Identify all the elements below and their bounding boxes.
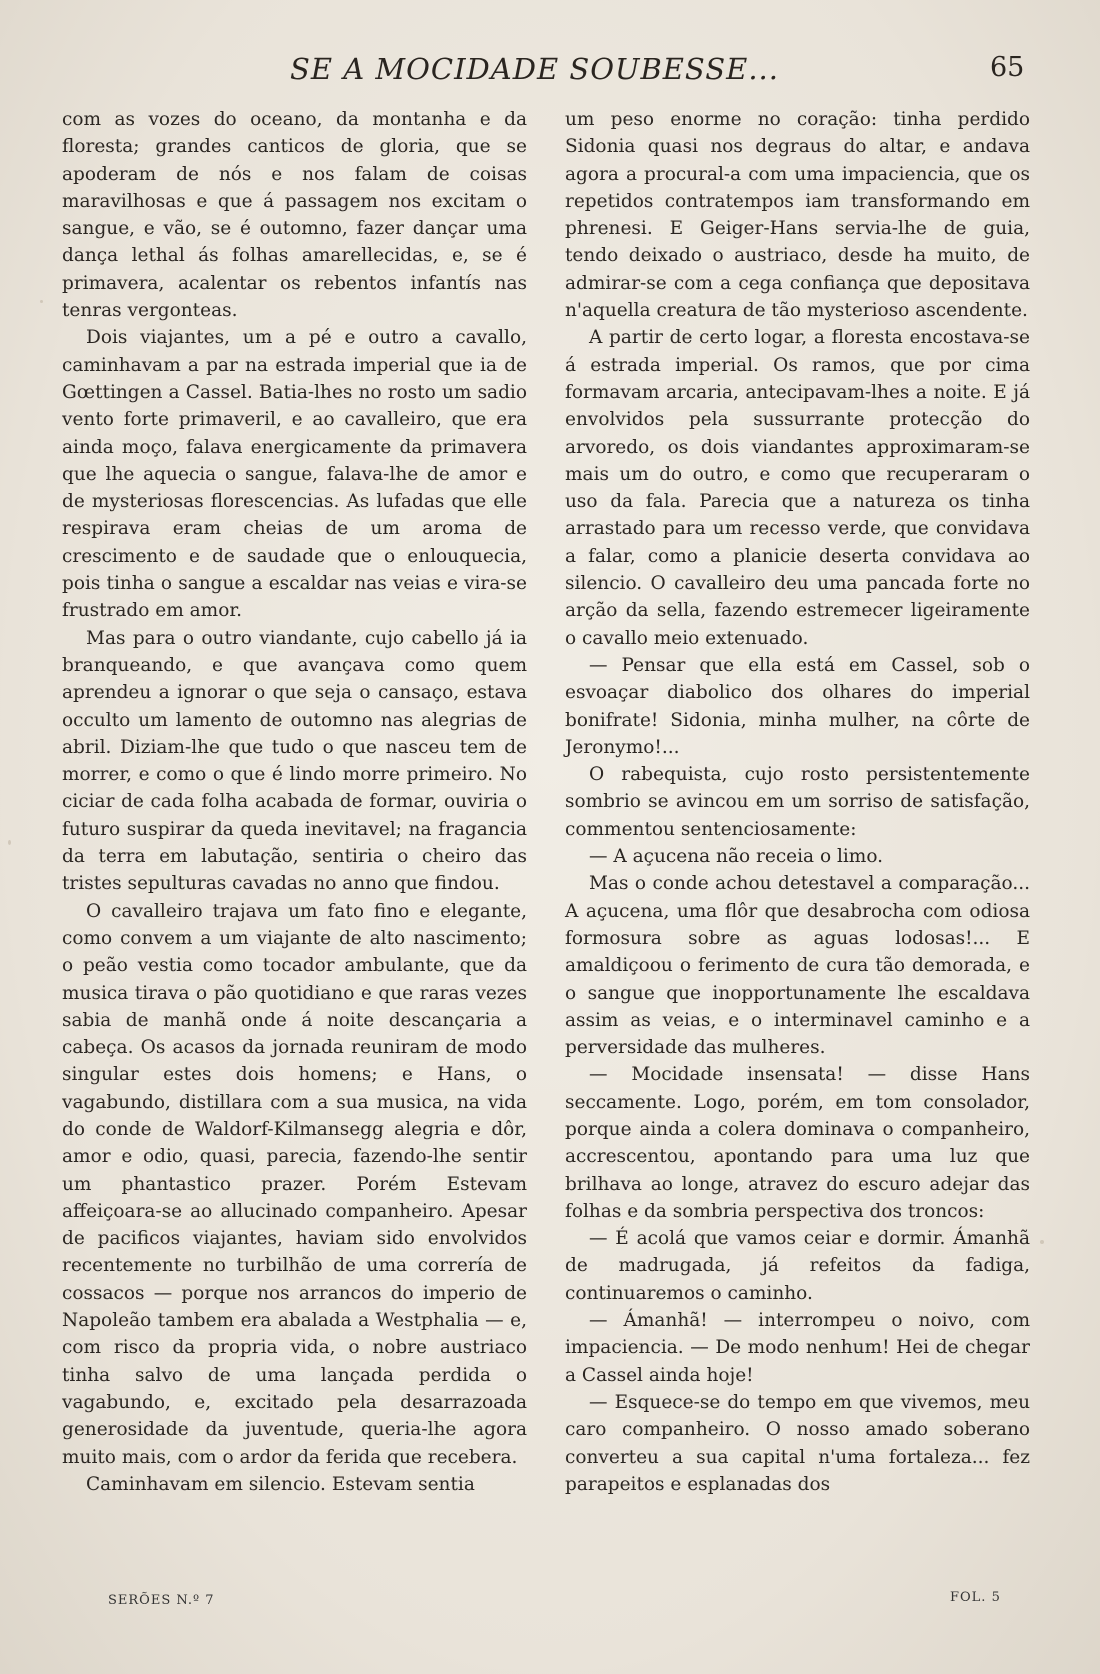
paragraph: Mas o conde achou detestavel a comparação... A açucena, uma flôr que desabrocha com odiosa formosura sobre as aguas lodosas!... E amaldiçoou o ferimento de cura tão demorada, e o sangue que inopportunamente lhe escaldava assim as veias, e o interminavel caminho e a perversidade das mulheres. <box>565 873 1030 1059</box>
paragraph: O cavalleiro trajava um fato fino e elegante, como convem a um viajante de alto nascimento; o peão vestia como tocador ambulante, que da musica tirava o pão quotidiano e que raras vezes sabia de manhã onde á noite descançaria a cabeça. Os acasos da jornada reuniram de modo singular estes dois homens; e Hans, o vagabundo, distillara com a sua musica, na vida do conde de Waldorf-Kilmansegg alegria e dôr, amor e odio, quasi, parecia, fazendo-lhe sentir um phantastico prazer. Porém Estevam affeiçoara-se ao allucinado companheiro. Apesar de pacificos viajantes, haviam sido envolvidos recentemente no turbilhão de uma correría de cossacos — porque nos arrancos do imperio de Napoleão tambem era abalada a Westphalia — e, com risco da propria vida, o nobre austriaco tinha salvo de uma lançada perdida o vagabundo, e, excitado pela desarrazoada generosidade da juventude, queria-lhe agora muito mais, com o ardor da ferida que recebera. <box>62 900 527 1468</box>
footer-folio: FOL. 5 <box>950 1590 1001 1605</box>
running-title: SE A MOCIDADE SOUBESSE... <box>290 52 779 86</box>
paragraph: com as vozes do oceano, da montanha e da floresta; grandes canticos de gloria, que se apoderam de nós e nos falam de coisas maravilhosas e que á passagem nos excitam o sangue, e vão, se é outomno, fazer dançar uma dança lethal ás folhas amarellecidas, e, se é primavera, acalentar os rebentos infantís nas tenras vergonteas. <box>62 109 527 322</box>
right-column <box>565 106 1030 1498</box>
paragraph: O rabequista, cujo rosto persistentemente sombrio se avincou em um sorriso de satisfação, commentou sentenciosamente: <box>565 764 1030 840</box>
footer-signature: SERÕES N.º 7 <box>108 1593 215 1608</box>
paragraph: um peso enorme no coração: tinha perdido Sidonia quasi nos degraus do altar, e andava agora a procural-a com uma impaciencia, que os repetidos contratempos iam transformando em phrenesi. E Geiger-Hans servia-lhe de guia, tendo deixado o austriaco, desde ha muito, de admirar-se com a cega confiança que depositava n'aquella creatura de tão mysterioso ascendente. <box>565 109 1030 322</box>
left-column <box>62 106 527 1498</box>
paragraph: — Esquece-se do tempo em que vivemos, meu caro companheiro. O nosso amado soberano converteu a sua capital n'uma fortaleza... fez parapeitos e esplanadas dos <box>565 1391 1030 1495</box>
paper-speck <box>1040 1240 1044 1244</box>
paragraph: A partir de certo logar, a floresta encostava-se á estrada imperial. Os ramos, que por cima formavam arcaria, antecipavam-lhes a noite. E já envolvidos pela sussurrante protecção do arvoredo, os dois viandantes approximaram-se mais um do outro, e como que recuperaram o uso da fala. Parecia que a natureza os tinha arrastado para um recesso verde, que convidava a falar, como a planicie deserta convidava ao silencio. O cavalleiro deu uma pancada forte no arção da sella, fazendo estremecer ligeiramente o cavallo meio extenuado. <box>565 327 1030 649</box>
paragraph: Dois viajantes, um a pé e outro a cavallo, caminhavam a par na estrada imperial que ia de Gœttingen a Cassel. Batia-lhes no rosto um sadio vento forte primaveril, e ao cavalleiro, que era ainda moço, falava energicamente da primavera que lhe aquecia o sangue, falava-lhe de amor e de mysteriosas florescencias. As lufadas que elle respirava eram cheias de um aroma de crescimento e de saudade que o enlouquecia, pois tinha o sangue a escaldar nas veias e vira-se frustrado em amor. <box>62 327 527 622</box>
paragraph: — É acolá que vamos ceiar e dormir. Ámanhã de madrugada, já refeitos da fadiga, continuaremos o caminho. <box>565 1228 1030 1304</box>
paragraph: Mas para o outro viandante, cujo cabello já ia branqueando, e que avançava como quem aprendeu a ignorar o que seja o cansaço, estava occulto um lamento de outomno nas alegrias de abril. Diziam-lhe que tudo o que nasceu tem de morrer, e como o que é lindo morre primeiro. No ciciar de cada folha acabada de formar, ouviria o futuro suspirar da queda inevitavel; na fragancia da terra em labutação, sentiria o cheiro das tristes sepulturas cavadas no anno que findou. <box>62 627 527 895</box>
paper-speck <box>8 840 11 845</box>
paragraph: — Pensar que ella está em Cassel, sob o esvoaçar diabolico dos olhares do imperial bonifrate! Sidonia, minha mulher, na côrte de Jeronymo!... <box>565 654 1030 758</box>
paper-speck <box>40 300 43 303</box>
paragraph: — Mocidade insensata! — disse Hans seccamente. Logo, porém, em tom consolador, porque ainda a colera dominava o companheiro, accrescentou, apontando para uma luz que brilhava ao longe, atravez do escuro adejar das folhas e da sombria perspectiva dos troncos: <box>565 1064 1030 1222</box>
paragraph: — Ámanhã! — interrompeu o noivo, com impaciencia. — De modo nenhum! Hei de chegar a Cassel ainda hoje! <box>565 1310 1030 1386</box>
page-number: 65 <box>990 52 1025 83</box>
paragraph: Caminhavam em silencio. Estevam sentia <box>86 1473 475 1495</box>
paragraph: — A açucena não receia o limo. <box>589 846 884 868</box>
